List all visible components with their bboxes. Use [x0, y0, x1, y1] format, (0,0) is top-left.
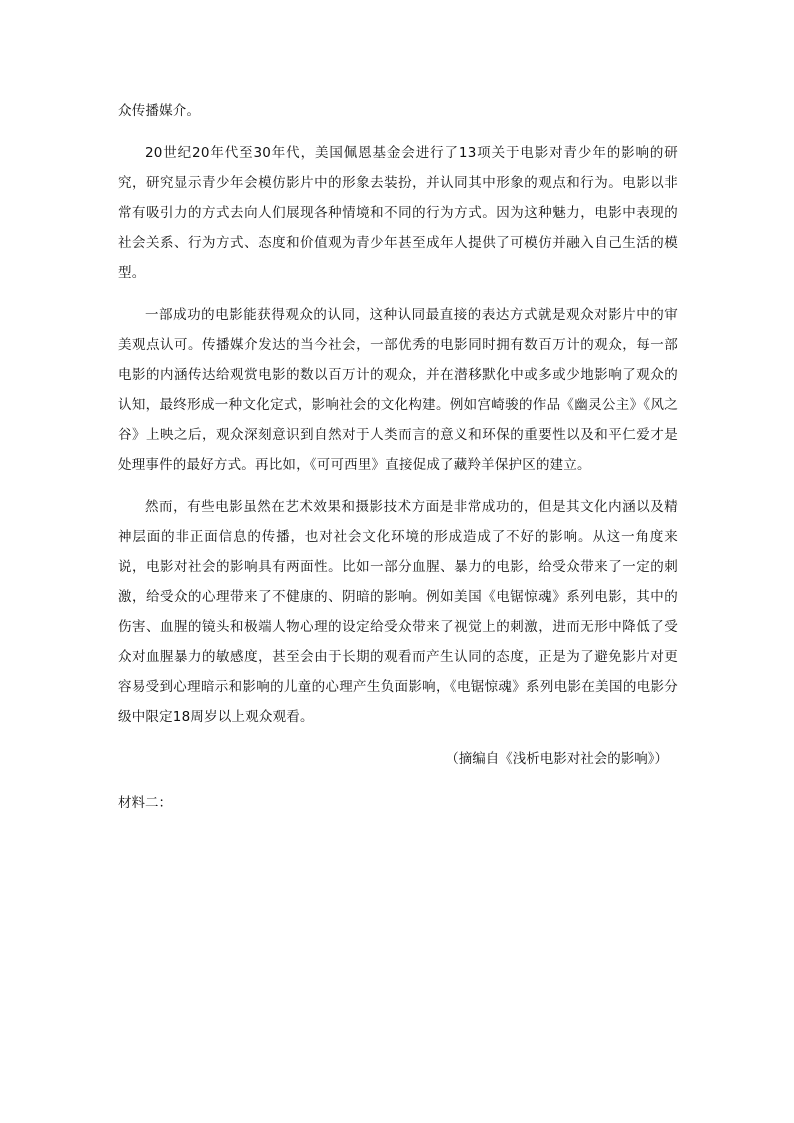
paragraph-continuation: 众传播媒介。	[118, 103, 201, 119]
document-page	[118, 96, 678, 818]
material-two-label: 材料二：	[118, 795, 172, 811]
paragraph-payne-fund-study: 20世纪20年代至30年代，美国佩恩基金会进行了13项关于电影对青少年的影响的研究，研究显示青少年会模仿影片中的形象去装扮，并认同其中形象的观点和行为。电影以非常有吸引力的方式去向人们展现各种情境和不同的行为方式。因为这种魅力，电影中表现的社会关系、行为方式、态度和价值观为青少年甚至成年人提供了可模仿并融入自己生活的模型。	[118, 145, 678, 281]
paragraph-negative-influence: 然而，有些电影虽然在艺术效果和摄影技术方面是非常成功的，但是其文化内涵以及精神层面的非正面信息的传播，也对社会文化环境的形成造成了不好的影响。从这一角度来说，电影对社会的影响具有两面性。比如一部分血腥、暴力的电影，给受众带来了一定的刺激，给受众的心理带来了不健康的、阴暗的影响。例如美国《电锯惊魂》系列电影，其中的伤害、血腥的镜头和极端人物心理的设定给受众带来了视觉上的刺激，进而无形中降低了受众对血腥暴力的敏感度，甚至会由于长期的观看而产生认同的态度，正是为了避免影片对更容易受到心理暗示和影响的儿童的心理产生负面影响，《电锯惊魂》系列电影在美国的电影分级中限定18周岁以上观众观看。	[118, 499, 678, 725]
paragraph-audience-recognition: 一部成功的电影能获得观众的认同，这种认同最直接的表达方式就是观众对影片中的审美观点认可。传播媒介发达的当今社会，一部优秀的电影同时拥有数百万计的观众，每一部电影的内涵传达给观赏电影的数以百万计的观众，并在潜移默化中或多或少地影响了观众的认知，最终形成一种文化定式，影响社会的文化构建。例如宫崎骏的作品《幽灵公主》《风之谷》上映之后，观众深刻意识到自然对于人类而言的意义和环保的重要性以及和平仁爱才是处理事件的最好方式。再比如，《可可西里》直接促成了藏羚羊保护区的建立。	[118, 307, 678, 473]
source-citation: （摘编自《浅析电影对社会的影响》）	[445, 751, 668, 767]
